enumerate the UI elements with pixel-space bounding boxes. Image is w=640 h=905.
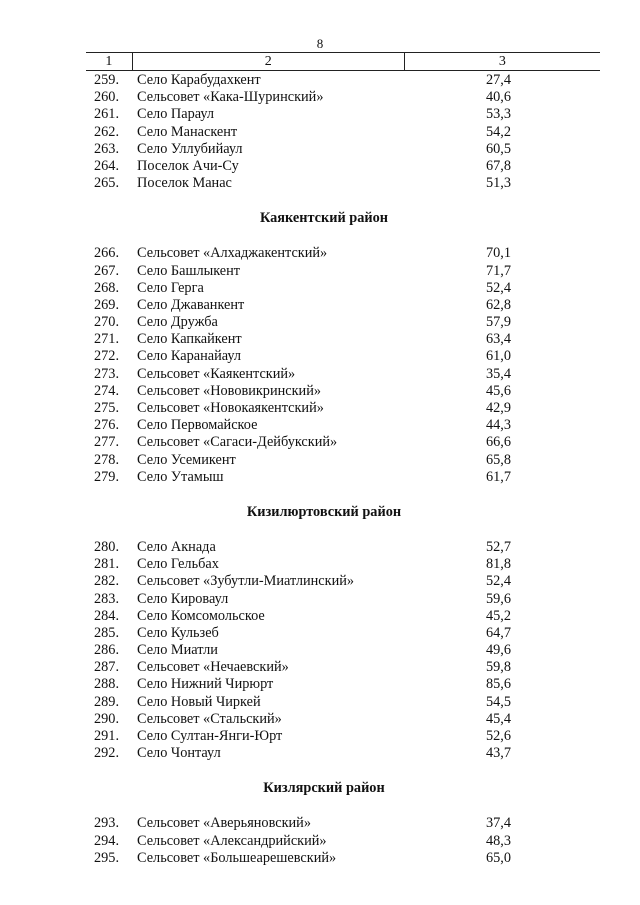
row-value: 61,7 — [486, 468, 512, 485]
row-number: 259. — [94, 72, 120, 88]
settlement-name: Село Комсомольское — [137, 607, 265, 624]
table-row — [0, 280, 640, 297]
table-row — [0, 245, 640, 262]
row-value: 43,7 — [486, 745, 512, 762]
settlement-name: Сельсовет «Кака-Шуринский» — [137, 89, 324, 106]
row-value: 65,0 — [486, 849, 512, 866]
table-row — [0, 175, 640, 192]
table-row — [0, 158, 640, 175]
settlement-name: Село Первомайское — [137, 417, 258, 434]
row-number: 263. — [94, 140, 120, 157]
settlement-name: Село Джаванкент — [137, 296, 245, 313]
row-value: 42,9 — [486, 400, 512, 416]
row-number: 273. — [94, 365, 120, 382]
row-number: 264. — [94, 157, 120, 174]
row-number: 290. — [94, 710, 120, 727]
settlement-name: Село Новый Чиркей — [137, 693, 261, 710]
district-heading: Кизилюртовский район — [246, 503, 402, 520]
table-row — [0, 850, 640, 867]
row-value: 64,7 — [486, 624, 512, 641]
row-value: 65,8 — [486, 451, 512, 468]
settlement-name: Село Кироваул — [137, 590, 229, 607]
row-value: 71,7 — [486, 262, 512, 279]
row-number: 283. — [94, 590, 120, 607]
row-value: 52,4 — [486, 573, 512, 590]
table-row — [0, 728, 640, 745]
table-row — [0, 556, 640, 573]
row-number: 266. — [94, 245, 120, 262]
row-value: 59,6 — [486, 590, 512, 607]
settlement-name: Село Нижний Чирюрт — [137, 676, 274, 693]
row-number: 287. — [94, 659, 120, 676]
row-value: 66,6 — [486, 434, 512, 451]
settlement-name: Село Капкайкент — [137, 331, 242, 348]
settlement-name: Село Миатли — [137, 642, 218, 659]
row-number: 276. — [94, 417, 120, 434]
row-number: 272. — [94, 348, 120, 365]
settlement-name: Село Дружба — [137, 314, 218, 331]
table-row — [0, 694, 640, 711]
table-row — [0, 141, 640, 158]
row-number: 293. — [94, 815, 120, 832]
settlement-name: Сельсовет «Алхаджакентский» — [137, 245, 328, 262]
row-value: 45,6 — [486, 382, 512, 399]
table-row — [0, 124, 640, 141]
row-number: 282. — [94, 573, 120, 590]
row-number: 275. — [94, 400, 120, 416]
table-row — [0, 366, 640, 383]
settlement-name: Село Утамыш — [137, 468, 224, 485]
row-number: 261. — [94, 106, 120, 123]
row-value: 35,4 — [486, 365, 512, 382]
row-number: 268. — [94, 279, 120, 296]
table-row — [0, 331, 640, 348]
row-number: 284. — [94, 607, 120, 624]
row-number: 271. — [94, 331, 120, 348]
row-value: 52,7 — [486, 538, 512, 555]
row-value: 57,9 — [486, 314, 512, 331]
row-value: 59,8 — [486, 659, 512, 676]
row-number: 277. — [94, 434, 120, 451]
header-col-2: 2 — [132, 53, 404, 70]
row-number: 265. — [94, 175, 120, 192]
row-value: 40,6 — [486, 89, 512, 106]
row-value: 81,8 — [486, 556, 512, 573]
row-number: 262. — [94, 123, 120, 140]
row-number: 278. — [94, 451, 120, 468]
settlement-name: Сельсовет «Новокаякентский» — [137, 400, 324, 416]
row-value: 52,6 — [486, 728, 512, 744]
table-row — [0, 745, 640, 762]
row-value: 67,8 — [486, 157, 512, 174]
row-number: 292. — [94, 745, 120, 762]
settlement-name: Сельсовет «Александрийский» — [137, 832, 327, 849]
settlement-name: Село Герга — [137, 279, 204, 296]
table-row — [0, 608, 640, 625]
table-row — [0, 72, 640, 89]
row-number: 285. — [94, 624, 120, 641]
district-heading: Кизлярский район — [263, 780, 385, 797]
table-row — [0, 625, 640, 642]
row-value: 61,0 — [486, 348, 512, 365]
table-row — [0, 591, 640, 608]
row-number: 291. — [94, 728, 120, 744]
row-value: 27,4 — [486, 72, 512, 88]
row-value: 62,8 — [486, 296, 512, 313]
row-value: 49,6 — [486, 642, 512, 659]
settlement-list — [0, 72, 640, 867]
settlement-name: Село Усемикент — [137, 451, 236, 468]
table-row — [0, 469, 640, 486]
settlement-name: Село Султан-Янги-Юрт — [137, 728, 283, 744]
row-number: 274. — [94, 382, 120, 399]
table-row — [0, 642, 640, 659]
row-value: 85,6 — [486, 676, 512, 693]
settlement-name: Сельсовет «Нововикринский» — [137, 382, 322, 399]
table-row — [0, 833, 640, 850]
table-row — [0, 89, 640, 106]
table-row — [0, 573, 640, 590]
settlement-name: Сельсовет «Стальский» — [137, 710, 282, 727]
settlement-name: Сельсовет «Зубутли-Миатлинский» — [137, 573, 355, 590]
table-row — [0, 400, 640, 417]
row-number: 270. — [94, 314, 120, 331]
settlement-name: Село Карабудахкент — [137, 72, 261, 88]
row-number: 267. — [94, 262, 120, 279]
settlement-name: Село Параул — [137, 106, 215, 123]
table-row — [0, 539, 640, 556]
table-row — [0, 434, 640, 451]
row-value: 53,3 — [486, 106, 512, 123]
table-row — [0, 676, 640, 693]
page-number: 8 — [316, 36, 324, 51]
table-row — [0, 263, 640, 280]
row-value: 54,2 — [486, 123, 512, 140]
row-number: 281. — [94, 556, 120, 573]
table-row — [0, 815, 640, 832]
row-value: 45,4 — [486, 710, 512, 727]
table-row — [0, 711, 640, 728]
row-value: 52,4 — [486, 279, 512, 296]
settlement-name: Село Манаскент — [137, 123, 238, 140]
settlement-name: Село Уллубийаул — [137, 140, 243, 157]
row-value: 45,2 — [486, 607, 512, 624]
settlement-name: Село Каранайаул — [137, 348, 242, 365]
district-heading: Каякентский район — [259, 210, 389, 227]
row-number: 286. — [94, 642, 120, 659]
settlement-name: Сельсовет «Каякентский» — [137, 365, 296, 382]
table-row — [0, 106, 640, 123]
header-col-1: 1 — [105, 54, 113, 69]
settlement-name: Село Чонтаул — [137, 745, 221, 762]
settlement-name: Сельсовет «Аверьяновский» — [137, 815, 311, 832]
row-number: 269. — [94, 296, 120, 313]
row-number: 260. — [94, 89, 120, 106]
settlement-name: Сельсовет «Сагаси-Дейбукский» — [137, 434, 338, 451]
table-row — [0, 348, 640, 365]
row-number: 289. — [94, 693, 120, 710]
row-value: 63,4 — [486, 331, 512, 348]
table-row — [0, 659, 640, 676]
settlement-name: Поселок Ачи-Су — [137, 157, 239, 174]
settlement-name: Сельсовет «Большеарешевский» — [137, 849, 337, 866]
row-value: 44,3 — [486, 417, 512, 434]
row-value: 48,3 — [486, 832, 512, 849]
row-number: 279. — [94, 468, 120, 485]
row-number: 294. — [94, 832, 120, 849]
settlement-name: Поселок Манас — [137, 175, 232, 192]
row-value: 70,1 — [486, 245, 512, 262]
settlement-name: Сельсовет «Нечаевский» — [137, 659, 289, 676]
row-number: 295. — [94, 849, 120, 866]
settlement-name: Село Башлыкент — [137, 262, 241, 279]
table-row — [0, 417, 640, 434]
table-row — [0, 383, 640, 400]
row-number: 280. — [94, 538, 120, 555]
table-row — [0, 297, 640, 314]
header-col-3: 3 — [404, 53, 600, 70]
settlement-name: Село Кульзеб — [137, 624, 219, 641]
row-value: 51,3 — [486, 175, 512, 192]
table-header — [86, 52, 600, 71]
settlement-name: Село Акнада — [137, 538, 216, 555]
row-number: 288. — [94, 676, 120, 693]
row-value: 54,5 — [486, 693, 512, 710]
table-row — [0, 314, 640, 331]
row-value: 37,4 — [486, 815, 512, 832]
row-value: 60,5 — [486, 140, 512, 157]
table-row — [0, 452, 640, 469]
settlement-name: Село Гельбах — [137, 556, 219, 573]
